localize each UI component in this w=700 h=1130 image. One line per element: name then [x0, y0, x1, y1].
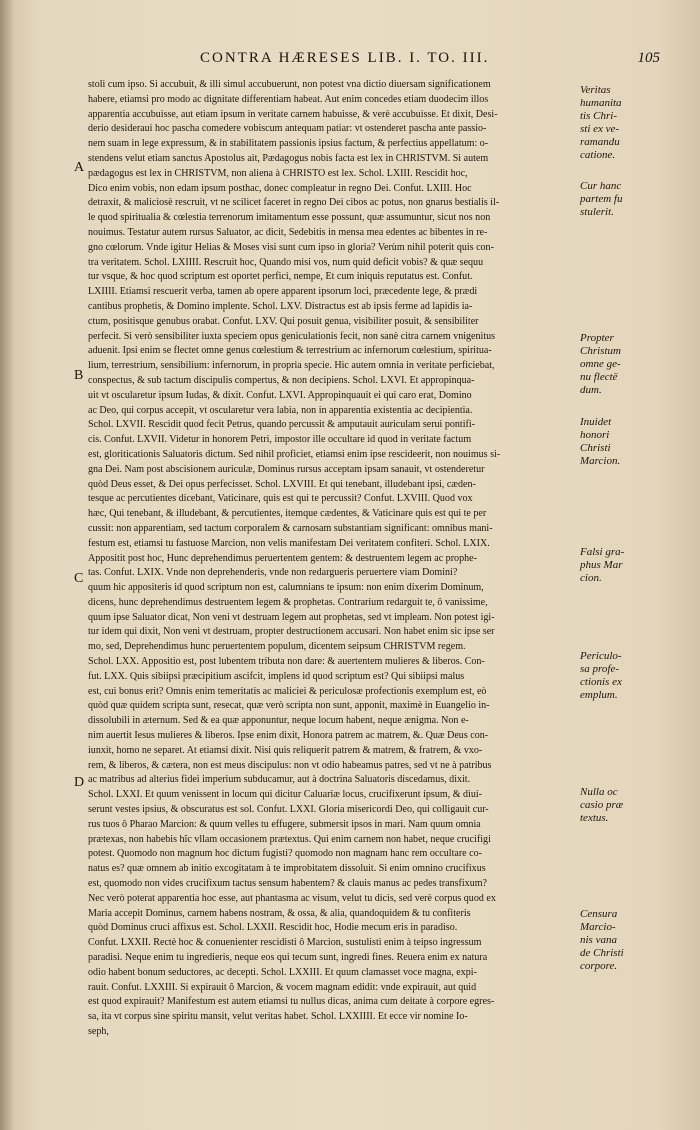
body-line: Schol. LXX. Appositio est, post lubentem tributa non dare: & auertentem mulieres & liberos. Con- [88, 656, 485, 668]
note-line: Inuidet [580, 416, 612, 428]
note-line: sa profe- [580, 663, 620, 675]
body-line: ac Deo, qui corpus accepit, vt oscularetur vera labia, non in apparentia existentia ac decipientia. [88, 404, 473, 416]
body-line: serunt vestes ipsius, & obscuratus est sol. Confut. LXXI. Gloria misericordi Deo, qui colligauit cur- [88, 804, 489, 816]
body-line: LXIIII. Etiamsi rescuerit verba, tamen ab opere apparent ipsorum loci, præcedente lege, & prædi [88, 286, 478, 298]
body-line: natus es? quæ omnem ab initio excogitatam à te improbitatem dissoluit. Si enim omnino crucifixus [88, 863, 486, 875]
note-line: emplum. [580, 689, 618, 701]
body-line: nim auertit Iesus mulieres & liberos. Ipse enim dixit, Honora patrem ac matrem, &. Quæ Deus con- [88, 730, 489, 742]
marginal-note-cur-hanc [580, 180, 690, 219]
body-line: est, cui bonus erit? Omnis enim temeritatis ac maliciei & periculosæ profectionis exemplum est, eò [88, 685, 487, 697]
body-line: cussit: non apparentiam, sed tactum corporalem & carnosam substantiam significant: omnibus mani- [88, 522, 493, 534]
body-line: Dico enim vobis, non edam ipsum posthac, donec compleatur in regno Dei. Confut. LXIII. Hoc [88, 182, 472, 194]
body-line: nouimus. Testatur autem rursus Saluator, ac dicit, Sedebitis in mensa mea edentes ac bibentes in re- [88, 226, 488, 238]
marginal-note-periculosa [580, 650, 690, 702]
body-line: cantibus prophetis, & Domino implente. Schol. LXV. Distractus est ab ipsis ferme ad lapidis ia- [88, 300, 473, 312]
body-line: rauit. Confut. LXXIII. Si expirauit ô Marcion, & vocem magnam edidit: vnde expirauit, aut quid [88, 981, 477, 993]
body-line: odio habent bonum seductores, ac decepti. Schol. LXXIII. Et quum clamasset voce magna, expi- [88, 966, 477, 978]
marginal-note-nulla-occasio [580, 786, 690, 825]
body-line: est, gloriticationis Saluatoris dictum. Sed nihil proficiet, etiamsi enim ipse rescideerit, non nouimus si- [88, 448, 501, 460]
body-line: pædagogus est lex in CHRISTVM, non aliena à CHRISTO est lex. Schol. LXIII. Rescidit hoc, [88, 167, 468, 179]
note-line: tis Chri- [580, 110, 617, 122]
body-line: Appositit post hoc, Hunc deprehendimus peruertentem gentem: & destruentem legem ac prophe- [88, 552, 477, 564]
body-line: tur vsque, & hoc quod scriptum est oportet perfici, nempe, Et cum iniquis reputatus est. Confut. [88, 271, 473, 283]
body-line: uit vt oscularetur ipsum Iudas, & dixit. Confut. LXVI. Appropinquauit ei qui caro erat, Domino [88, 389, 472, 401]
margin-letter-d: D [74, 775, 85, 790]
spine-shadow [0, 0, 14, 1130]
body-line: est, quomodo non vides crucifixum tactus sensum habentem? & clauis manus ac pedes transfixum? [88, 878, 487, 890]
body-line: tra veritatem. Schol. LXIIII. Rescruit hoc, Quando misi vos, num quid deficit vobis? & quæ sequu [88, 256, 484, 268]
body-line: aduenit. Ipsi enim se flectet omne genus cœlestium & terrestrium ac infernorum cœlestium, spiritua- [88, 345, 492, 357]
body-line: mo, sed, Deprehendimus hunc peruertentem populum, dicentem seipsum CHRISTVM regem. [88, 641, 466, 653]
marginal-note-falsigraphus [580, 546, 690, 585]
body-line: tesque ac percutientes dicebant, Vaticinare, quis est qui te percussit? Confut. LXVIII. Quod vox [88, 493, 473, 505]
body-line: tas. Confut. LXIX. Vnde non deprehenderis, vnde non redargueris peruertere viam Domini? [88, 567, 458, 579]
body-line: conspectus, & sub tactum discipulis compertus, & non decipiens. Schol. LXVI. Et appropinqua- [88, 374, 475, 386]
body-line: lium, terrestrium, sensibilium: infernorum, in propria specie. Hic autem omnia in veritate perficiebat, [88, 360, 495, 372]
marginal-note-veritas [580, 84, 690, 162]
note-line: de Christi [580, 947, 624, 959]
marginal-note-propter-christum [580, 332, 690, 397]
note-line: honori [580, 429, 610, 441]
body-line: paradisi. Neque enim tu ingredieris, neque eos qui tecum sunt, ingredi fines. Reuera enim ex natura [88, 952, 488, 964]
body-line: rus tuos ô Pharao Marcion: & quum velles tu effugere, submersit ipsos in mari. Nam quum omnia [88, 818, 481, 830]
body-line: quum ipse Saluator dicat, Non veni vt destruam legem aut prophetas, sed vt impleam. Non potest igi- [88, 611, 495, 623]
body-line: ac matribus ad alterius fidei imperium subducamur, aut à doctrina Saluatoris discedamus, dixit. [88, 774, 471, 786]
note-line: Christum [580, 345, 621, 357]
body-line: hæc, Qui tenebant, & illudebant, & percutientes, itemque cædentes, & Vaticinare quis est qui te per [88, 508, 487, 520]
page-number: 105 [637, 50, 660, 66]
body-line: quòd quæ quidem scripta sunt, resecat, quæ verò scripta non sunt, apponit, maximè in Euangelio in- [88, 700, 490, 712]
body-line: stoli cum ipso. Si accubuit, & illi simul accubuerunt, non potest vna dictio diuersam significationem [88, 79, 491, 90]
note-line: Christi [580, 442, 611, 454]
note-line: textus. [580, 812, 609, 824]
body-line: Nec verò poterat apparentia hoc esse, aut phantasma ac visum, velut tu dicis, sed verè corpus quod ex [88, 892, 496, 904]
body-line: fut. LXX. Quis sibiipsi præcipitium ascifcit, implens id quod scriptum est? Qui sibiipsi malus [88, 670, 465, 682]
note-line: Censura [580, 908, 618, 920]
note-line: cion. [580, 572, 602, 584]
body-line: sa, ita vt corpus sine spiritu mansit, velut veritas habet. Schol. LXXIIII. Et ecce vir nomine Io- [88, 1011, 468, 1023]
page-header [60, 50, 660, 72]
margin-letter-a: A [74, 160, 85, 175]
note-line: ramandu [580, 136, 620, 148]
note-line: nis vana [580, 934, 617, 946]
body-line: gno cœlorum. Vnde igitur Helias & Moses visi sunt cum ipso in gloria? Verùm nihil poterit quis con- [88, 241, 494, 253]
note-line: Falsi gra- [580, 546, 625, 558]
note-line: Cur hanc [580, 180, 622, 192]
body-line: tur idem qui dixit, Non veni vt destruam, propter destructionem accusari. Non habet enim sic ipse ser [88, 626, 495, 638]
note-line: nu flectë [580, 371, 618, 383]
note-line: corpore. [580, 960, 618, 972]
margin-letter-c: C [74, 571, 84, 586]
body-line: seph, [88, 1026, 109, 1037]
body-line: stendens velut etiam sanctus Apostolus ait, Pædagogus nobis facta est lex in CHRISTVM. Si autem [88, 152, 489, 164]
body-line: le quod spiritualia & cœlestia terrenorum imitamentum esse possunt, quæ assumuntur, sicut nos non [88, 212, 491, 224]
body-line: cis. Confut. LXVII. Videtur in honorem Petri, impostor ille occultare id quod in veritate factum [88, 434, 472, 446]
body-line: rem, & liberos, & cætera, non est meus discipulus: non vt odio habeamus patres, sed vt ne à patribus [88, 759, 492, 771]
note-line: catione. [580, 149, 616, 161]
body-line: quòd Deus esset, & Dei opus perfecisset. Schol. LXVIII. Et qui tenebant, illudebant ipsi, cæden- [88, 478, 476, 490]
body-line: Confut. LXXII. Rectè hoc & conuenienter rescidisti ô Marcion, sustulisti enim à teipso ingressum [88, 937, 482, 949]
marginal-note-censura [580, 908, 690, 973]
body-line: gna Dei. Nam post abscisionem auriculæ, Dominus rursus acceptam ipsam sanauit, vt ostenderetur [88, 463, 485, 475]
body-line: perfecit. Si verò sensibiliter iuxta speciem opus geniculationis fecit, non sanè citra carnem vnigenitus [88, 330, 496, 342]
note-line: Nulla oc [580, 786, 618, 798]
body-line: habere, etiamsi pro modo ac dignitate differentiam habeat. Aut enim concedes etiam duodecim illos [88, 93, 489, 105]
body-line: dissolubili in æternum. Sed & ea quæ apponuntur, neque locum habent, neque ænigma. Non e- [88, 715, 469, 727]
note-line: sti ex ve- [580, 123, 620, 135]
running-title: CONTRA HÆRESES LIB. I. TO. III. [200, 50, 490, 66]
body-line: Maria accepit Dominus, carnem habens nostram, & ossa, & alia, quandoquidem & tu confiteris [88, 907, 471, 919]
note-line: ctionis ex [580, 676, 622, 688]
body-line: nem suam in lege expressum, & in stabilitatem passionis ipsius factum, & perfectius appellatum: o- [88, 138, 489, 150]
note-line: Veritas [580, 84, 611, 96]
body-line: iunxit, homo ne separet. At etiamsi dixit. Nisi quis reliquerit patrem & matrem, & fratrem, & vxo- [88, 744, 483, 756]
body-line: Schol. LXXI. Et quum venissent in locum qui dicitur Caluariæ locus, crucifixerunt ipsum, & diui- [88, 789, 483, 801]
note-line: humanita [580, 97, 622, 109]
note-line: dum. [580, 384, 602, 396]
body-line: est quod expirauit? Manifestum est autem etiamsi tu nullus dicas, anima cum deitate à corpore egres- [88, 996, 495, 1008]
margin-letter-b: B [74, 368, 84, 383]
body-text [88, 78, 574, 1040]
body-line: detraxit, & maliciosè rescruit, vt ne scilicet faceret in regno Dei cibos ac potus, non gnarus bestialis il- [88, 197, 500, 209]
note-line: phus Mar [580, 559, 623, 571]
note-line: Propter [580, 332, 614, 344]
body-line: ctum, positisque genubus orabat. Confut. LXV. Qui posuit genua, visibiliter posuit, & sensibiliter [88, 315, 479, 327]
note-line: casio præ [580, 799, 624, 811]
note-line: stulerit. [580, 206, 614, 218]
note-line: omne ge- [580, 358, 621, 370]
marginal-note-inuidet [580, 416, 690, 468]
body-line: prætexas, non habebis hîc vllam occasionem prætextus. Qui enim carnem non habet, neque crucifigi [88, 833, 491, 845]
body-line: potest. Quomodo non magnum hoc dictum fugisti? quomodo non magnam hanc rem occultare co- [88, 848, 482, 860]
note-line: Marcio- [580, 921, 616, 933]
body-line: apparentia accubuisse, aut etiam ipsum in veritate carnem habuisse, & verè accubuisse. Et dixit, Desi- [88, 108, 498, 120]
note-line: partem fu [580, 193, 623, 205]
body-line: quum hic appositeris id quod scriptum non est, calumnians te ipsum: non enim dixerim Dominum, [88, 582, 484, 594]
note-line: Periculo- [580, 650, 622, 662]
body-line: derio desideraui hoc pascha comedere vobiscum antequam patiar: vt ostenderet pascha ante passio- [88, 123, 487, 135]
note-line: Marcion. [580, 455, 621, 467]
body-line: festum est, etiamsi tu fastuose Marcion, non velis manifestam Dei veritatem confiteri. Schol. LXIX. [88, 537, 490, 549]
body-line: quòd Dominus cruci affixus est. Schol. LXXII. Rescidit hoc, Hodie mecum eris in paradiso. [88, 922, 458, 934]
body-line: Schol. LXVII. Rescidit quod fecit Petrus, quando percussit & amputauit auriculam serui pontifi- [88, 419, 476, 431]
body-line: dicens, hunc deprehendimus destruentem legem & prophetas. Contrarium redarguit te, ô vanissime, [88, 596, 488, 608]
